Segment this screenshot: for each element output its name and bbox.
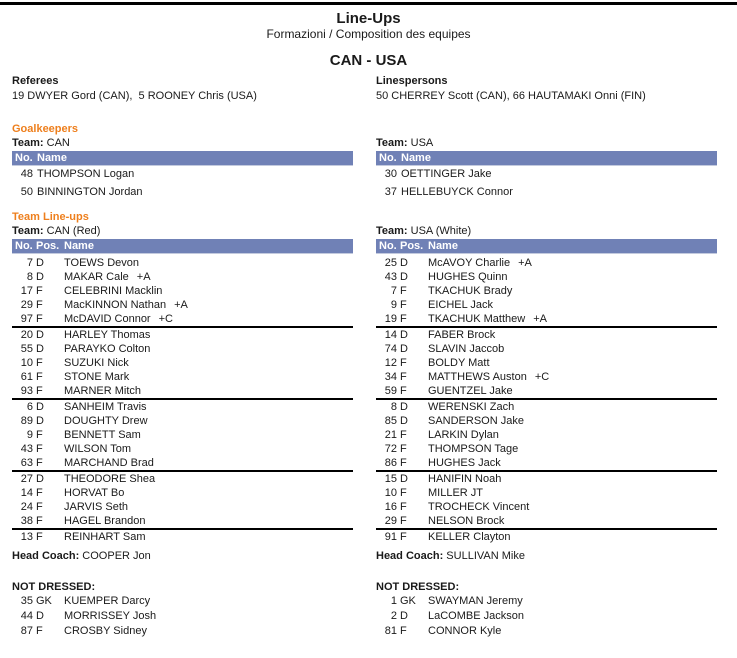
header-col-no: No. (379, 152, 397, 164)
player-pos: D (36, 401, 44, 413)
lineup-team-line (12, 224, 353, 238)
player-row (12, 384, 353, 398)
player-name: SWAYMAN Jeremy (428, 595, 523, 607)
gk-table-header (12, 151, 353, 166)
goalkeeper-row (376, 166, 717, 184)
head-coach-value: SULLIVAN Mike (446, 550, 525, 562)
player-name: BINNINGTON Jordan (37, 185, 143, 198)
heading-spacer (376, 210, 717, 224)
player-name: JARVIS Seth (64, 501, 128, 513)
player-number: 19 (384, 313, 397, 325)
player-name: SUZUKI Nick (64, 357, 129, 369)
player-name: HELLEBUYCK Connor (401, 185, 513, 198)
player-number: 61 (20, 371, 33, 383)
team-value: CAN (46, 137, 70, 149)
head-coach-value: COOPER Jon (82, 550, 151, 562)
player-number: 74 (384, 343, 397, 355)
player-pos: F (36, 313, 43, 325)
player-name: HANIFIN Noah (428, 473, 502, 485)
player-number: 8 (390, 401, 397, 413)
player-pos: F (36, 429, 43, 441)
player-name: MacKINNON Nathan (64, 299, 167, 311)
player-pos: D (36, 610, 44, 622)
player-pos: D (36, 329, 44, 341)
player-pos: D (36, 473, 44, 485)
player-pos: F (400, 313, 407, 325)
player-pos: F (36, 531, 43, 543)
player-pos: F (400, 443, 407, 455)
player-row (12, 270, 353, 284)
player-name: EICHEL Jack (428, 299, 494, 311)
player-number: 37 (384, 185, 397, 198)
player-pos: F (400, 299, 407, 311)
player-number: 17 (20, 285, 33, 297)
player-name: DOUGHTY Drew (64, 415, 148, 427)
goalkeeper-row (12, 184, 353, 202)
player-number: 7 (26, 257, 33, 269)
player-pos: F (36, 285, 43, 297)
player-number: 14 (20, 487, 33, 499)
not-dressed-rows (376, 594, 717, 639)
player-row (12, 400, 353, 414)
player-number: 24 (20, 501, 33, 513)
linespersons-value: 50 CHERREY Scott (CAN), 66 HAUTAMAKI Onni (FIN) (376, 90, 646, 102)
goalkeeper-row (12, 166, 353, 184)
column-usa (376, 122, 717, 639)
player-pos: D (400, 257, 408, 269)
player-number: 59 (384, 385, 397, 397)
not-dressed-row (12, 624, 353, 639)
player-pos: D (36, 271, 44, 283)
heading-spacer (376, 122, 717, 136)
player-row (12, 298, 353, 312)
player-pos: F (400, 625, 407, 637)
player-row (376, 514, 717, 528)
player-number: 93 (20, 385, 33, 397)
player-row (376, 428, 717, 442)
player-name: WERENSKI Zach (428, 401, 515, 413)
player-number: 86 (384, 457, 397, 469)
player-name: MILLER JT (428, 487, 484, 499)
player-row (376, 486, 717, 500)
player-pos: D (400, 329, 408, 341)
player-number: 7 (390, 285, 397, 297)
top-rule (0, 2, 737, 5)
player-name: CONNOR Kyle (428, 625, 502, 637)
player-pos: F (400, 371, 407, 383)
player-row (376, 342, 717, 356)
player-row (376, 284, 717, 298)
player-number: 81 (384, 625, 397, 637)
player-row (376, 384, 717, 398)
captain-badge: +A (174, 299, 188, 311)
player-pos: F (36, 357, 43, 369)
player-number: 8 (26, 271, 33, 283)
player-pos: F (36, 443, 43, 455)
player-pos: D (36, 343, 44, 355)
gk-table-header (376, 151, 717, 166)
player-row (376, 298, 717, 312)
player-number: 97 (20, 313, 33, 325)
player-name: SANDERSON Jake (428, 415, 524, 427)
player-number: 27 (20, 473, 33, 485)
player-row (376, 414, 717, 428)
player-name: HAGEL Brandon (64, 515, 146, 527)
line-group-5 (376, 528, 717, 544)
player-pos: F (400, 531, 407, 543)
player-name: SANHEIM Travis (64, 401, 147, 413)
player-name: NELSON Brock (428, 515, 505, 527)
player-name: HUGHES Quinn (428, 271, 508, 283)
player-row (12, 530, 353, 544)
player-pos: GK (400, 595, 416, 607)
player-number: 30 (384, 168, 397, 180)
lineup-table-header (376, 239, 717, 254)
player-row (12, 514, 353, 528)
head-coach-label: Head Coach: (376, 550, 447, 562)
player-name: WILSON Tom (64, 443, 132, 455)
header-col-name: Name (428, 240, 458, 252)
player-pos: D (400, 401, 408, 413)
player-pos: F (400, 385, 407, 397)
player-name: KUEMPER Darcy (64, 595, 151, 607)
player-name: THOMPSON Logan (37, 168, 135, 180)
player-row (376, 328, 717, 342)
player-pos: D (400, 415, 408, 427)
not-dressed-label: NOT DRESSED: (12, 581, 96, 593)
player-pos: F (36, 515, 43, 527)
player-row (12, 256, 353, 270)
player-name: MORRISSEY Josh (64, 610, 157, 622)
captain-badge: +A (533, 313, 547, 325)
player-pos: F (36, 487, 43, 499)
goalkeepers-section-heading: Goalkeepers (12, 123, 79, 135)
head-coach-line (12, 549, 353, 563)
player-pos: D (36, 257, 44, 269)
page-title: Line-Ups (336, 10, 401, 27)
player-number: 1 (390, 595, 397, 607)
player-row (12, 312, 353, 326)
header-col-name: Name (401, 152, 431, 164)
lineups-section-heading: Team Line-ups (12, 211, 89, 223)
player-pos: D (400, 610, 408, 622)
header-col-no: No. (15, 152, 33, 164)
player-number: 20 (20, 329, 33, 341)
player-number: 89 (20, 415, 33, 427)
line-group-2 (376, 326, 717, 398)
player-row (376, 370, 717, 384)
team-label: Team: (12, 137, 47, 149)
line-group-1 (376, 256, 717, 326)
header-col-no: No. (15, 240, 33, 252)
player-pos: F (400, 501, 407, 513)
player-number: 50 (20, 185, 33, 198)
player-pos: F (400, 457, 407, 469)
player-name: MARCHAND Brad (64, 457, 154, 469)
player-number: 85 (384, 415, 397, 427)
line-group-4 (376, 470, 717, 528)
not-dressed-row (12, 594, 353, 609)
gk-team-line (376, 136, 717, 150)
player-number: 72 (384, 443, 397, 455)
player-name: THOMPSON Tage (428, 443, 519, 455)
player-name: FABER Brock (428, 329, 496, 341)
player-name: TROCHECK Vincent (428, 501, 530, 513)
player-number: 10 (384, 487, 397, 499)
player-pos: F (36, 625, 43, 637)
player-row (12, 342, 353, 356)
player-number: 15 (384, 473, 397, 485)
team-label: Team: (12, 225, 47, 237)
player-name: LaCOMBE Jackson (428, 610, 524, 622)
team-label: Team: (376, 137, 411, 149)
player-pos: D (400, 473, 408, 485)
player-name: HARLEY Thomas (64, 329, 151, 341)
player-row (376, 530, 717, 544)
column-can (12, 122, 353, 639)
player-row (376, 270, 717, 284)
team-value: USA (410, 137, 434, 149)
captain-badge: +C (534, 371, 550, 383)
header-col-name: Name (64, 240, 94, 252)
team-value: USA (White) (410, 225, 472, 237)
player-row (376, 500, 717, 514)
lineup-rows (12, 256, 353, 544)
gk-rows (376, 166, 717, 201)
player-name: MATTHEWS Auston (428, 371, 527, 383)
player-name: TKACHUK Brady (428, 285, 513, 297)
player-row (376, 472, 717, 486)
not-dressed-row (376, 594, 717, 609)
player-number: 16 (384, 501, 397, 513)
player-number: 6 (26, 401, 33, 413)
player-row (376, 312, 717, 326)
line-group-2 (12, 326, 353, 398)
player-pos: F (36, 501, 43, 513)
not-dressed-row (376, 624, 717, 639)
player-number: 87 (20, 625, 33, 637)
player-name: McAVOY Charlie (428, 257, 511, 269)
player-row (12, 442, 353, 456)
not-dressed-rows (12, 594, 353, 639)
line-group-3 (12, 398, 353, 470)
player-pos: D (36, 415, 44, 427)
player-pos: GK (36, 595, 52, 607)
player-row (376, 256, 717, 270)
match-title: CAN - USA (329, 52, 408, 69)
player-number: 48 (20, 168, 33, 180)
player-number: 29 (20, 299, 33, 311)
player-number: 34 (384, 371, 397, 383)
page-subtitle: Formazioni / Composition des equipes (266, 27, 471, 41)
player-row (12, 356, 353, 370)
player-number: 91 (384, 531, 397, 543)
player-number: 14 (384, 329, 397, 341)
lineup-table-header (12, 239, 353, 254)
player-number: 9 (26, 429, 33, 441)
captain-badge: +A (136, 271, 151, 283)
line-group-3 (376, 398, 717, 470)
player-row (12, 328, 353, 342)
player-row (12, 428, 353, 442)
player-name: REINHART Sam (64, 531, 146, 543)
player-row (376, 442, 717, 456)
player-name: PARAYKO Colton (64, 343, 151, 355)
player-row (376, 400, 717, 414)
player-pos: D (400, 271, 408, 283)
player-number: 38 (20, 515, 33, 527)
head-coach-line (376, 549, 717, 563)
player-pos: F (400, 487, 407, 499)
header-col-pos: Pos. (400, 240, 424, 252)
not-dressed-label: NOT DRESSED: (376, 581, 460, 593)
player-pos: F (400, 515, 407, 527)
player-name: THEODORE Shea (64, 473, 156, 485)
gk-team-line (12, 136, 353, 150)
player-name: TKACHUK Matthew (428, 313, 526, 325)
line-group-1 (12, 256, 353, 326)
player-pos: F (36, 457, 43, 469)
player-name: LARKIN Dylan (428, 429, 499, 441)
player-number: 25 (384, 257, 397, 269)
line-group-4 (12, 470, 353, 528)
header-col-name: Name (37, 152, 67, 164)
referees-value: 19 DWYER Gord (CAN), 5 ROONEY Chris (USA) (12, 90, 257, 102)
player-row (12, 486, 353, 500)
player-name: GUENTZEL Jake (428, 385, 513, 397)
player-number: 2 (390, 610, 397, 622)
player-row (12, 284, 353, 298)
line-group-5 (12, 528, 353, 544)
player-number: 9 (390, 299, 397, 311)
player-name: HORVAT Bo (64, 487, 125, 499)
player-number: 63 (20, 457, 33, 469)
player-pos: F (36, 385, 43, 397)
head-coach-label: Head Coach: (12, 550, 83, 562)
player-row (376, 356, 717, 370)
player-number: 44 (20, 610, 33, 622)
gk-rows (12, 166, 353, 201)
player-name: BENNETT Sam (64, 429, 141, 441)
linespersons-label: Linespersons (376, 75, 448, 87)
player-pos: D (400, 343, 408, 355)
player-name: OETTINGER Jake (401, 168, 492, 180)
goalkeeper-row (376, 184, 717, 202)
player-name: STONE Mark (64, 371, 130, 383)
player-row (12, 500, 353, 514)
player-pos: F (400, 429, 407, 441)
player-name: MARNER Mitch (64, 385, 142, 397)
player-number: 43 (384, 271, 397, 283)
player-name: CROSBY Sidney (64, 625, 147, 637)
lineup-rows (376, 256, 717, 544)
player-name: BOLDY Matt (428, 357, 490, 369)
player-number: 21 (384, 429, 397, 441)
captain-badge: +A (518, 257, 532, 269)
player-name: HUGHES Jack (428, 457, 501, 469)
not-dressed-row (12, 609, 353, 624)
player-row (376, 456, 717, 470)
player-number: 29 (384, 515, 397, 527)
player-number: 13 (20, 531, 33, 543)
captain-badge: +C (158, 313, 173, 325)
player-row (12, 370, 353, 384)
team-label: Team: (376, 225, 411, 237)
player-name: MAKAR Cale (64, 271, 129, 283)
player-number: 43 (20, 443, 33, 455)
player-name: KELLER Clayton (428, 531, 511, 543)
player-number: 35 (20, 595, 33, 607)
player-row (12, 456, 353, 470)
player-name: TOEWS Devon (64, 257, 139, 269)
player-pos: F (36, 299, 43, 311)
header-col-no: No. (379, 240, 397, 252)
player-name: McDAVID Connor (64, 313, 151, 325)
header-col-pos: Pos. (36, 240, 60, 252)
player-pos: F (36, 371, 43, 383)
player-number: 55 (20, 343, 33, 355)
referees-label: Referees (12, 75, 59, 87)
player-name: CELEBRINI Macklin (64, 285, 163, 297)
lineup-team-line (376, 224, 717, 238)
player-name: SLAVIN Jaccob (428, 343, 505, 355)
player-row (12, 414, 353, 428)
not-dressed-row (376, 609, 717, 624)
team-value: CAN (Red) (46, 225, 101, 237)
player-pos: F (400, 357, 407, 369)
player-number: 10 (20, 357, 33, 369)
player-number: 12 (384, 357, 397, 369)
player-row (12, 472, 353, 486)
player-pos: F (400, 285, 407, 297)
